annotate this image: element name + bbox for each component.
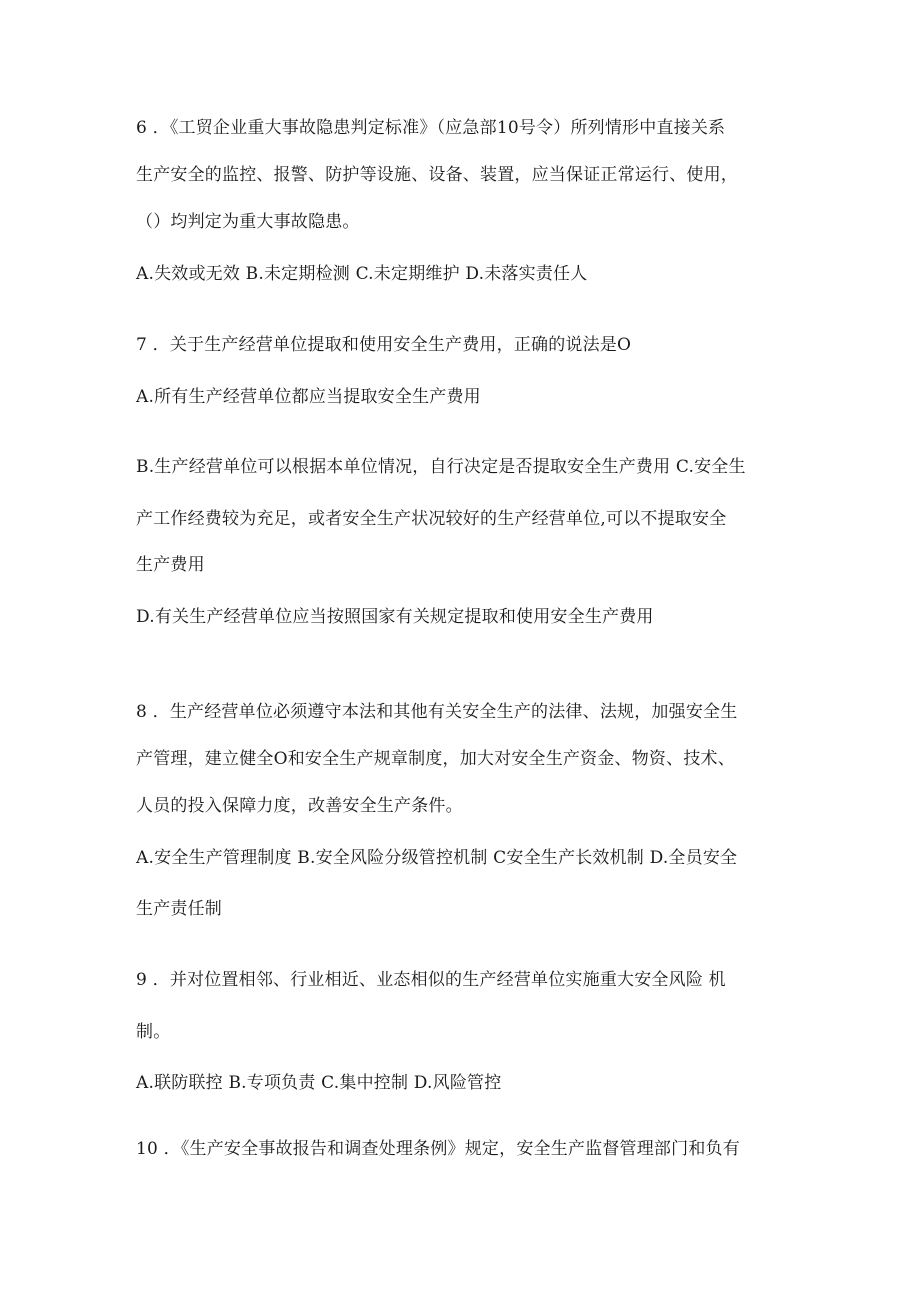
question-6-line-1: 6 ．《工贸企业重大事故隐患判定标准》（应急部10号令）所列情形中直接关系 — [136, 118, 726, 138]
question-9-line-2: 制。 — [136, 1022, 171, 1042]
question-7-option-a: A.所有生产经营单位都应当提取安全生产费用 — [136, 387, 481, 407]
question-6-line-2: 生产安全的监控、报警、防护等设施、设备、装置，应当保证正常运行、使用， — [136, 165, 738, 185]
question-8-line-1: 8 ．生产经营单位必须遵守本法和其他有关安全生产的法律、法规，加强安全生 — [136, 702, 738, 722]
question-7-option-d: D.有关生产经营单位应当按照国家有关规定提取和使用安全生产费用 — [136, 607, 654, 627]
question-6-line-3: （）均判定为重大事故隐患。 — [136, 212, 360, 232]
question-8-line-2: 产管理，建立健全O和安全生产规章制度，加大对安全生产资金、物资、技术、 — [136, 749, 735, 769]
question-9-options: A.联防联控 B.专项负责 C.集中控制 D.风险管控 — [136, 1073, 502, 1093]
question-8-options-line-2: 生产责任制 — [136, 899, 222, 919]
question-9-line-1: 9 ．并对位置相邻、行业相近、业态相似的生产经营单位实施重大安全风险 机 — [136, 970, 726, 990]
question-7-line-1: 7 ．关于生产经营单位提取和使用安全生产费用，正确的说法是O — [136, 335, 632, 355]
question-7-option-b-line-3: 生产费用 — [136, 555, 205, 575]
question-7-option-b-line-2: 产工作经费较为充足，或者安全生产状况较好的生产经营单位,可以不提取安全 — [136, 509, 727, 529]
question-8-line-3: 人员的投入保障力度，改善安全生产条件。 — [136, 796, 463, 816]
question-7-option-b-line-1: B.生产经营单位可以根据本单位情况，自行决定是否提取安全生产费用 C.安全生 — [136, 457, 746, 477]
question-6-options: A.失效或无效 B.未定期检测 C.未定期维护 D.未落实责任人 — [136, 264, 588, 284]
question-8-options-line-1: A.安全生产管理制度 B.安全风险分级管控机制 C安全生产长效机制 D.全员安全 — [136, 848, 738, 868]
question-10-line-1: 10 ．《生产安全事故报告和调查处理条例》规定，安全生产监督管理部门和负有 — [136, 1139, 740, 1159]
